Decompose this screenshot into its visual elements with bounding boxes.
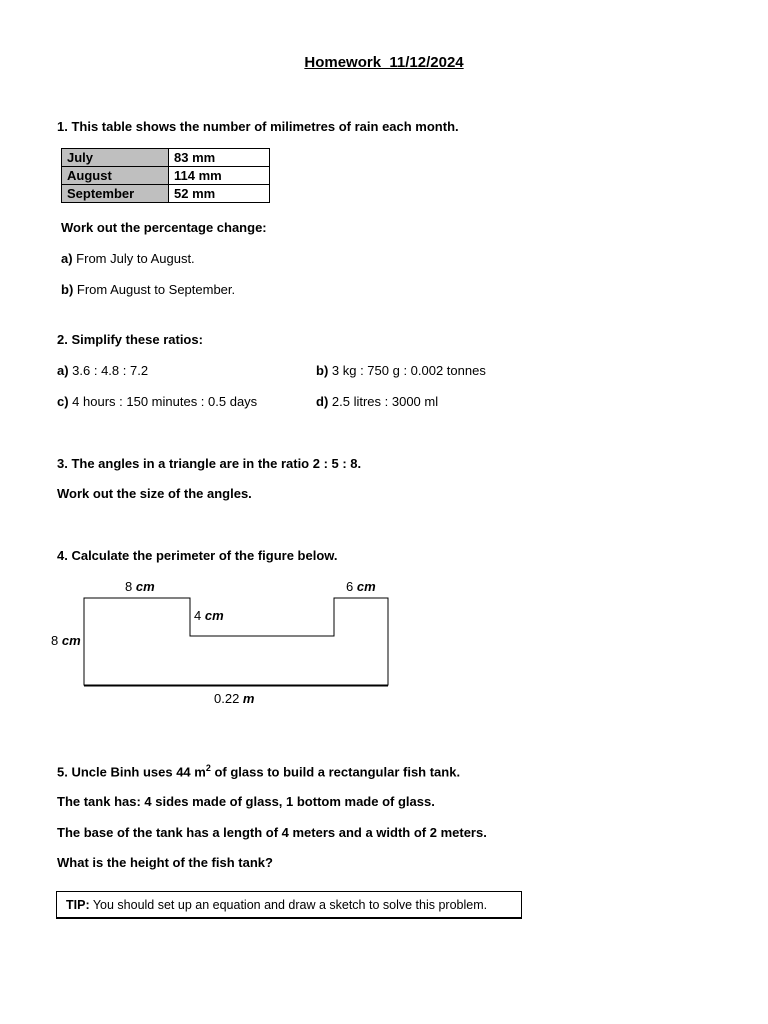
tip-box	[56, 891, 522, 919]
tip-text: You should set up an equation and draw a sketch to solve this problem.	[89, 898, 488, 912]
figure-outline	[84, 598, 388, 685]
label-top-left	[125, 579, 155, 594]
q3-prompt: 3. The angles in a triangle are in the ratio 2 : 5 : 8.	[57, 456, 362, 471]
page-title: Homework_11/12/2024	[304, 54, 464, 71]
label-left	[51, 633, 81, 648]
rain-cell: 114 mm	[169, 167, 270, 185]
q1-prompt: 1. This table shows the number of milimetres of rain each month.	[57, 119, 459, 134]
part-label: a)	[57, 363, 69, 378]
part-label: a)	[61, 251, 73, 266]
part-text: 4 hours : 150 minutes : 0.5 days	[68, 394, 258, 409]
q2-prompt: 2. Simplify these ratios:	[57, 332, 203, 347]
q5-line-4: What is the height of the fish tank?	[57, 855, 273, 870]
label-unit: cm	[61, 633, 81, 648]
label-number: 4	[194, 608, 205, 623]
label-bottom	[214, 691, 254, 706]
part-label: d)	[316, 394, 329, 409]
rain-cell: 83 mm	[169, 149, 270, 167]
label-unit: cm	[135, 579, 155, 594]
label-unit: cm	[356, 579, 376, 594]
q5-line-2: The tank has: 4 sides made of glass, 1 bottom made of glass.	[57, 794, 435, 809]
month-cell: July	[62, 149, 169, 167]
q5-line-1-end: of glass to build a rectangular fish tank.	[210, 764, 461, 780]
part-label: c)	[57, 394, 69, 409]
tip-label: TIP:	[66, 898, 90, 912]
part-text: 3.6 : 4.8 : 7.2	[68, 363, 149, 378]
part-label: b)	[61, 282, 74, 297]
label-inner	[194, 608, 224, 623]
q5-line-3: The base of the tank has a length of 4 meters and a width of 2 meters.	[57, 825, 487, 840]
rain-cell: 52 mm	[169, 185, 270, 203]
month-cell: September	[62, 185, 169, 203]
part-label: b)	[316, 363, 329, 378]
label-top-right	[346, 579, 376, 594]
q5-line-1-start: 5. Uncle Binh uses 44 m	[57, 764, 206, 780]
month-cell: August	[62, 167, 169, 185]
part-text: 2.5 litres : 3000 ml	[328, 394, 439, 409]
label-unit: cm	[204, 608, 224, 623]
label-number: 8	[51, 633, 62, 648]
part-text: From August to September.	[73, 282, 236, 297]
q4-prompt: 4. Calculate the perimeter of the figure below.	[57, 548, 338, 563]
label-number: 6	[346, 579, 357, 594]
label-number: 0.22	[214, 691, 243, 706]
superscript: 2	[205, 763, 211, 773]
q5-line-1	[57, 763, 460, 779]
label-unit: m	[242, 691, 255, 706]
q3-instruction: Work out the size of the angles.	[57, 486, 252, 501]
part-text: From July to August.	[72, 251, 195, 266]
q1-instruction: Work out the percentage change:	[61, 220, 267, 235]
label-number: 8	[125, 579, 136, 594]
part-text: 3 kg : 750 g : 0.002 tonnes	[328, 363, 486, 378]
